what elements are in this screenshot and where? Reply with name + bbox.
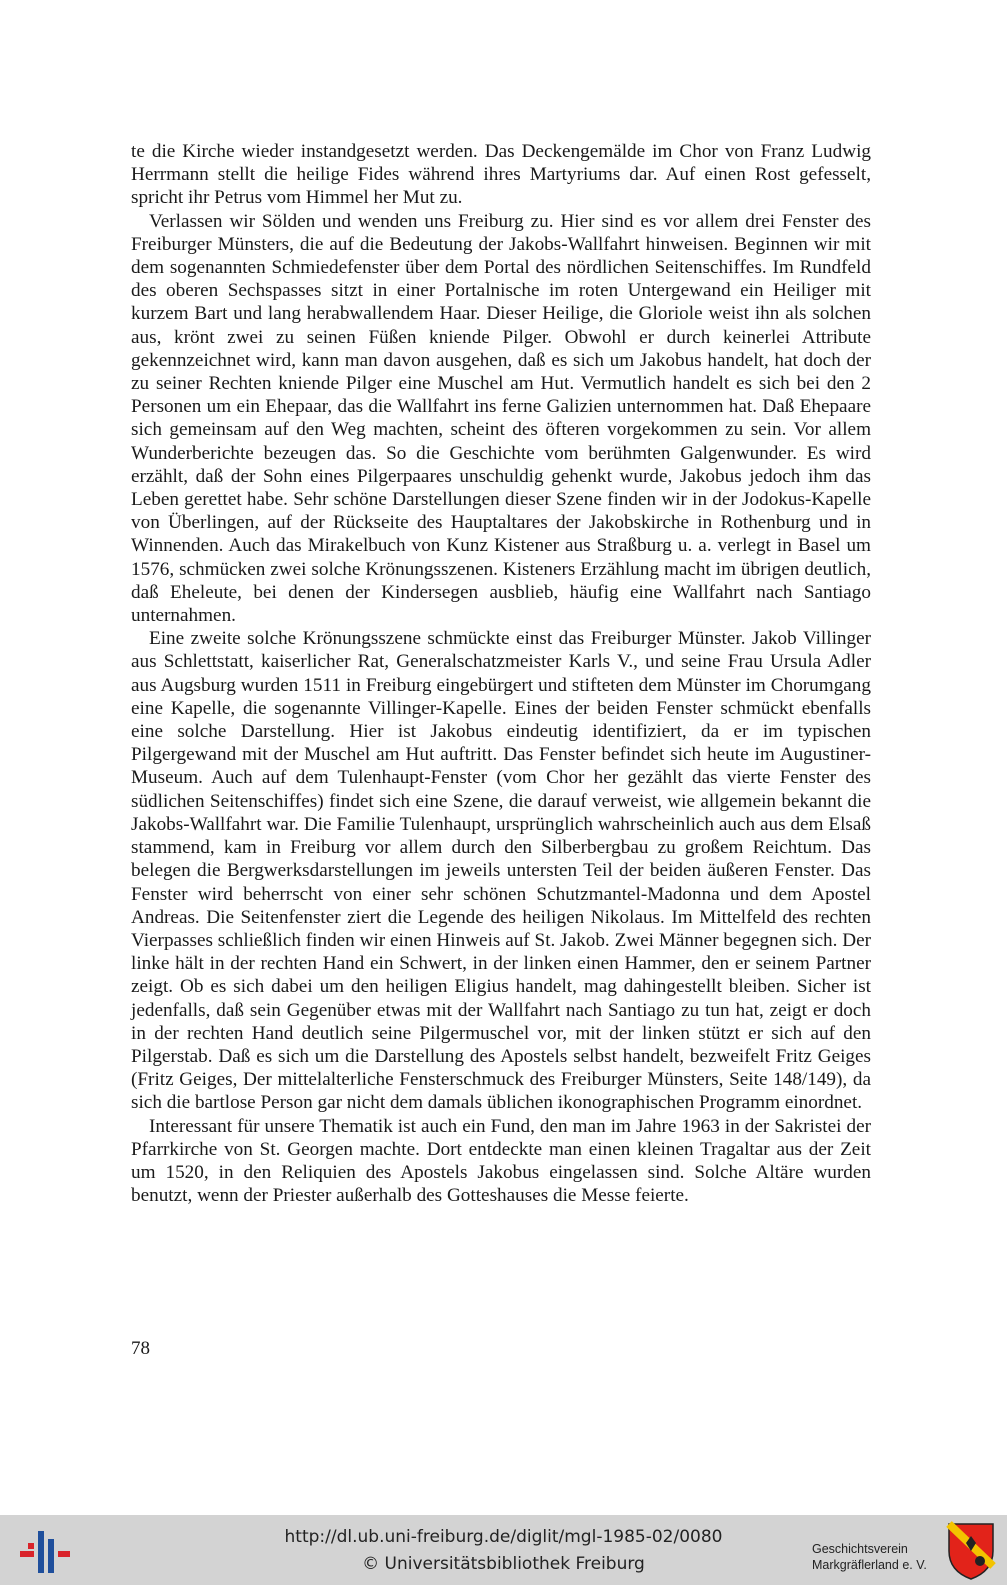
- paragraph: te die Kirche wieder instandgesetzt werden. Das Deckengemälde im Chor von Franz Ludwig Herrmann stellt die heilige Fides während ihres Martyriums dar. Auf einen Rost gefesselt, spricht ihr Petrus vom Himmel her Mut zu.: [131, 141, 871, 209]
- document-body: [131, 140, 871, 1207]
- society-name-line: Geschichtsverein: [812, 1542, 908, 1556]
- paragraph: Eine zweite solche Krönungsszene schmückte einst das Freiburger Münster. Jakob Villinger aus Schlettstatt, kaiserlicher Rat, Generalschatzmeister Karls V., und seine Frau Ursula Adler aus Augsburg wurden 1511 in Freiburg eingebürgert und stifteten dem Münster im Chorumgang eine Kapelle, die sogenannte Villinger-Kapelle. Eines der beiden Fenster schmückt ebenfalls eine solche Darstellung. Hier ist Jakobus eindeutig identifiziert, da er im typischen Pilgergewand mit der Muschel am Hut auftritt. Das Fenster befindet sich heute im Augustiner-Museum. Auch auf dem Tulenhaupt-Fenster (vom Chor her gezählt das vierte Fenster des südlichen Seitenschiffes) findet sich eine Szene, die darauf verweist, wie allgemein bekannt die Jakobs-Wallfahrt war. Die Familie Tulenhaupt, ursprünglich wahrscheinlich auch aus dem Elsaß stammend, kam in Freiburg vor allem durch den Silberbergbau zu großem Reichtum. Das belegen die Bergwerksdarstellungen im jeweils untersten Teil der beiden äußeren Fenster. Das Fenster wird beherrscht von einer sehr schönen Schutzmantel-Madonna und dem Apostel Andreas. Die Seitenfenster ziert die Legende des heiligen Nikolaus. Im Mittelfeld des rechten Vierpasses schließlich finden wir einen Hinweis auf St. Jakob. Zwei Männer begegnen sich. Der linke hält in der rechten Hand ein Schwert, in der linken einen Hammer, den er seinem Partner zeigt. Ob es sich dabei um den heiligen Eligius handelt, mag dahingestellt bleiben. Sicher ist jedenfalls, daß sein Gegenüber etwas mit der Wallfahrt nach Santiago zu tun hat, zeigt er doch in der rechten Hand deutlich seine Pilgermuschel vor, mit der linken stützt er sich auf den Pilgerstab. Daß es sich um die Darstellung des Apostels selbst handelt, bezweifelt Fritz Geiges (Fritz Geiges, Der mittelalterliche Fensterschmuck des Freiburger Münsters, Seite 148/149), da sich die bartlose Person gar nicht dem damals üblichen ikonographischen Programm einordnet.: [131, 628, 871, 1114]
- paragraph: Verlassen wir Sölden und wenden uns Freiburg zu. Hier sind es vor allem drei Fenster des Freiburger Münsters, die auf die Bedeutung der Jakobs-Wallfahrt hinweisen. Beginnen wir mit dem sogenannten Schmiedefenster über dem Portal des nördlichen Seitenschiffes. Im Rundfeld des oberen Sechspasses sitzt in einer Portalnische im roten Untergewand ein Heiliger mit kurzem Bart und lang herabwallendem Haar. Dieser Heilige, die Gloriole weist ihn als solchen aus, krönt zwei zu seinen Füßen kniende Pilger. Obwohl er durch keinerlei Attribute gekennzeichnet wird, kann man davon ausgehen, daß es sich um Jakobus handelt, hat doch der zu seiner Rechten kniende Pilger eine Muschel am Hut. Vermutlich handelt es sich bei den 2 Personen um ein Ehepaar, das die Wallfahrt ins ferne Galizien unternommen hat. Daß Ehepaare sich gemeinsam auf den Weg machten, scheint des öfteren vorgekommen zu sein. Vor allem Wunderberichte bezeugen das. So die Geschichte vom berühmten Galgenwunder. Es wird erzählt, daß der Sohn eines Pilgerpaares unschuldig gehenkt wurde, Jakobus jedoch ihm das Leben gerettet habe. Sehr schöne Darstellungen dieser Szene finden wir in der Jodokus-Kapelle von Überlingen, auf der Rückseite des Hauptaltares der Jakobskirche in Rothenburg und in Winnenden. Auch das Mirakelbuch von Kunz Kistener aus Straßburg u. a. verlegt in Basel um 1576, schmücken zwei solche Krönungsszenen. Kisteners Erzählung macht im übrigen deutlich, daß Eheleute, bei denen der Kindersegen ausblieb, häufig eine Wallfahrt nach Santiago unternahmen.: [131, 210, 871, 627]
- copyright-text: © Universitätsbibliothek Freiburg: [362, 1554, 645, 1574]
- page-number: 78: [131, 1338, 150, 1359]
- society-name: [812, 1541, 942, 1573]
- society-name-line: Markgräflerland e. V.: [812, 1558, 927, 1572]
- coat-of-arms-icon[interactable]: [946, 1521, 996, 1581]
- source-url-link[interactable]: http://dl.ub.uni-freiburg.de/diglit/mgl-1985-02/0080: [284, 1527, 723, 1547]
- paragraph: Interessant für unsere Thematik ist auch ein Fund, den man im Jahre 1963 in der Sakristei der Pfarrkirche von St. Georgen machte. Dort entdeckte man einen kleinen Tragaltar aus der Zeit um 1520, in den Reliquien des Apostels Jakobus eingelassen sind. Solche Altäre wurden benutzt, wenn der Priester außerhalb des Gotteshauses die Messe feierte.: [131, 1115, 871, 1207]
- footer-bar: [0, 1515, 1007, 1585]
